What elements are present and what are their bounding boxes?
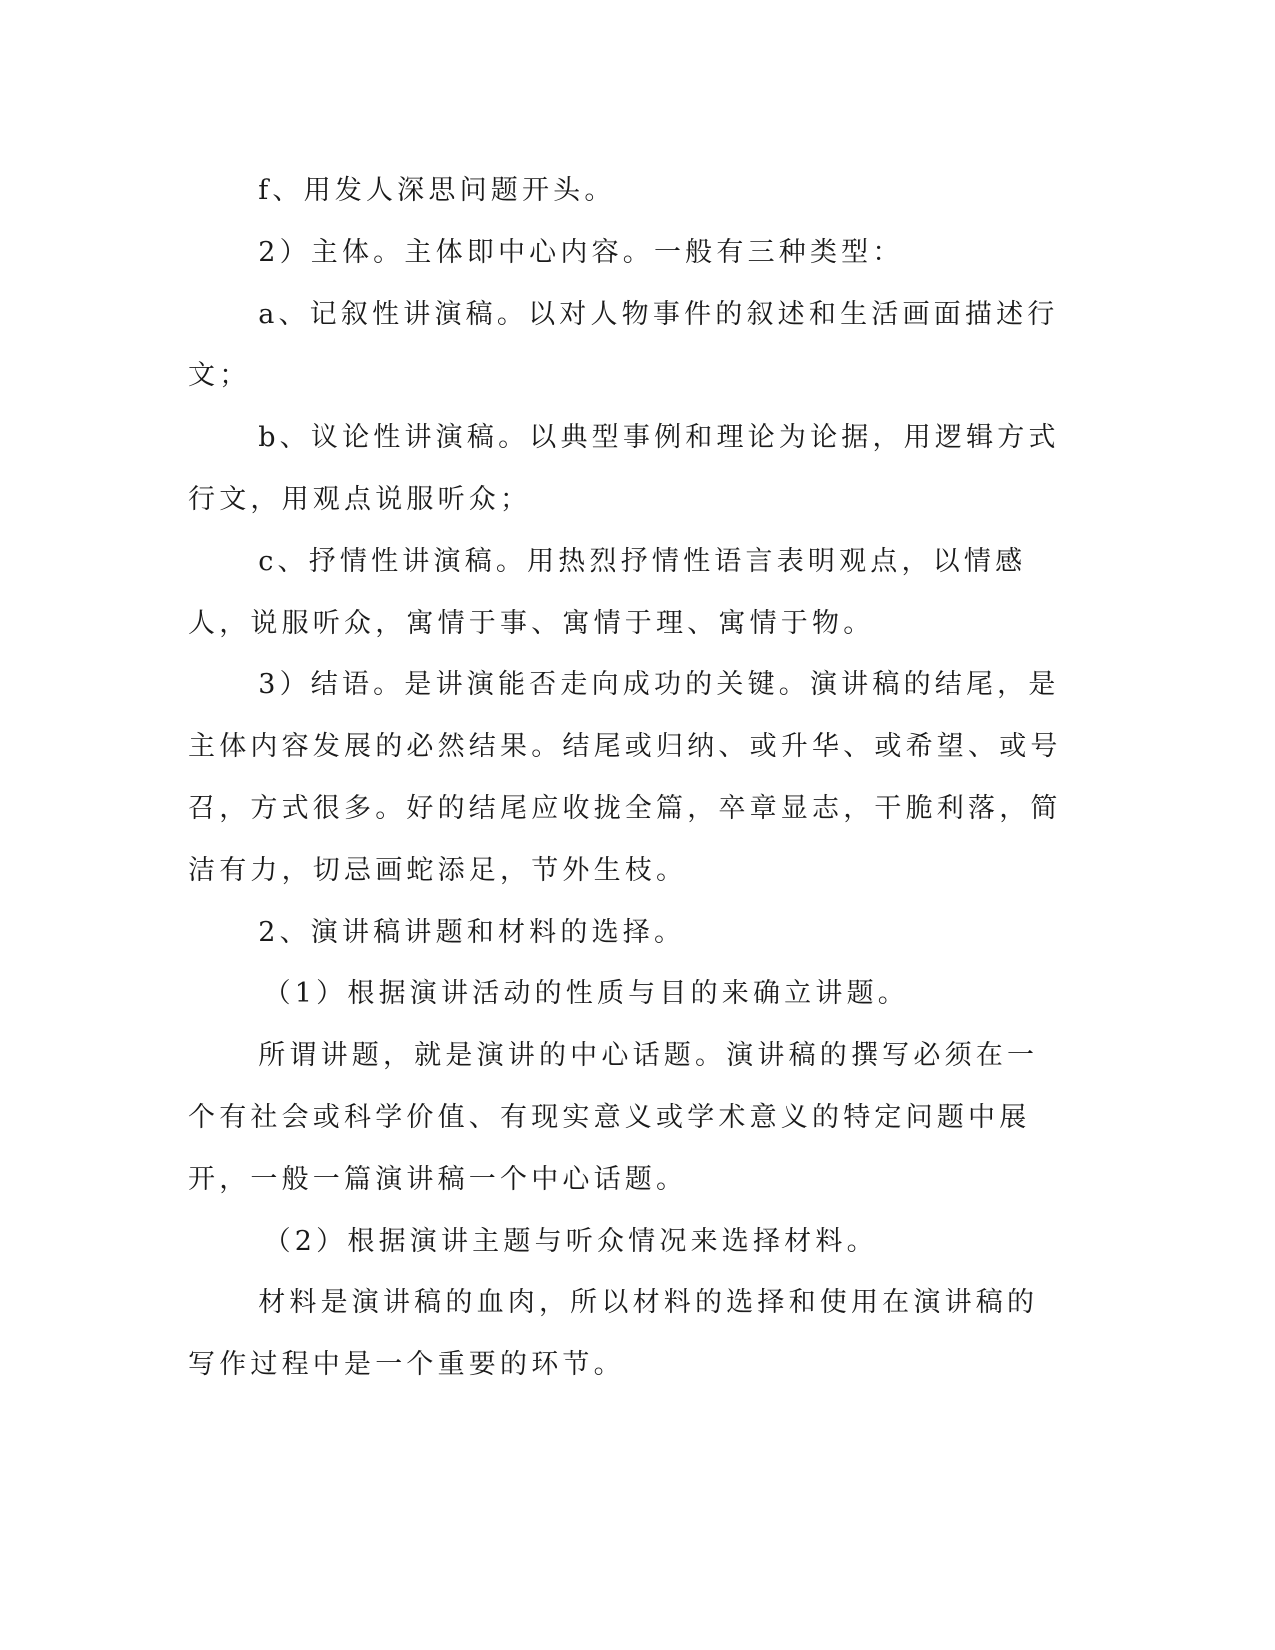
paragraph-lyrical-type: c、抒情性讲演稿。用热烈抒情性语言表明观点，以情感人，说服听众，寓情于事、寓情于理、寓情于物。 — [188, 545, 1027, 639]
paragraph-conclusion-section: 3）结语。是讲演能否走向成功的关键。演讲稿的结尾，是主体内容发展的必然结果。结尾或归纳、或升华、或希望、或号召，方式很多。好的结尾应收拢全篇，卒章显志，干脆利落，简洁有力，切忌画蛇添足，节外生枝。 — [188, 669, 1062, 886]
paragraph-topic-material-heading: 2、演讲稿讲题和材料的选择。 — [258, 916, 686, 948]
paragraph-narrative-type: a、记叙性讲演稿。以对人物事件的叙述和生活画面描述行文； — [188, 298, 1059, 392]
paragraph-topic-explanation: 所谓讲题，就是演讲的中心话题。演讲稿的撰写必须在一个有社会或科学价值、有现实意义或学术意义的特定问题中展开，一般一篇演讲稿一个中心话题。 — [188, 1040, 1039, 1195]
paragraph-topic-point-1: （1）根据演讲活动的性质与目的来确立讲题。 — [263, 978, 909, 1010]
paragraph-material-point-2: （2）根据演讲主题与听众情况来选择材料。 — [263, 1225, 878, 1257]
paragraph-opening-f: f、用发人深思问题开头。 — [258, 175, 616, 206]
document-body — [188, 160, 1068, 1396]
paragraph-body-section: 2）主体。主体即中心内容。一般有三种类型： — [258, 236, 904, 268]
paragraph-argumentative-type: b、议论性讲演稿。以典型事例和理论为论据，用逻辑方式行文，用观点说服听众； — [188, 422, 1060, 515]
paragraph-material-explanation: 材料是演讲稿的血肉，所以材料的选择和使用在演讲稿的写作过程中是一个重要的环节。 — [188, 1287, 1039, 1381]
